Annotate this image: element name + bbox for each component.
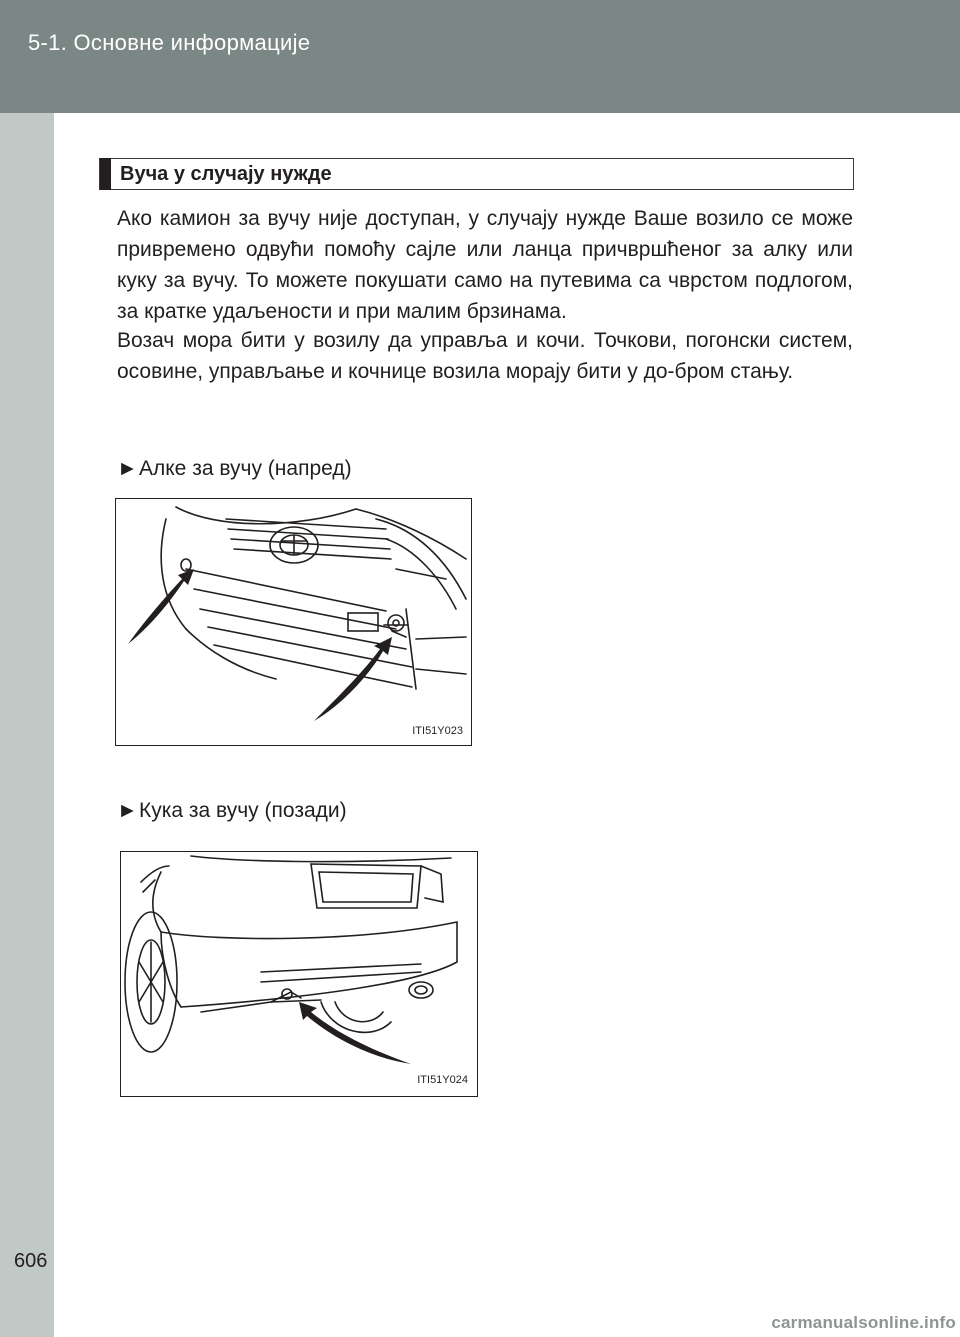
bullet-rear-hook	[117, 799, 347, 823]
section-title: Вуча у случају нужде	[120, 163, 332, 185]
bullet-label: Алке за вучу (напред)	[139, 457, 352, 480]
side-strip	[0, 113, 54, 1337]
figure-front-towing-eye	[115, 498, 472, 746]
section-heading	[99, 158, 854, 190]
bullet-front-eyes	[117, 457, 352, 481]
paragraph-towing-conditions: Ако камион за вучу није доступан, у случају нужде Ваше возило се може привремено одвући помоћу сајле или ланца причвршћеног за алку или куку за вучу. То можете покушати само на путевима са чврстом подлогом, за кратке удаљености и при малим брзинама.	[117, 207, 853, 323]
page-number: 606	[14, 1250, 48, 1272]
bullet-arrow-icon: ►	[117, 457, 138, 480]
section-marker	[100, 158, 111, 190]
watermark: carmanualsonline.info	[771, 1313, 956, 1332]
front-bumper-icon	[116, 499, 472, 746]
figure-code: ITI51Y023	[412, 725, 463, 737]
rear-bumper-icon	[121, 852, 478, 1097]
bullet-arrow-icon: ►	[117, 799, 138, 822]
header-band	[0, 0, 960, 113]
figure-code: ITI51Y024	[417, 1074, 468, 1086]
bullet-label: Кука за вучу (позади)	[139, 799, 347, 822]
chapter-title: 5-1. Основне информације	[28, 30, 311, 55]
paragraph-driver-requirements: Возач мора бити у возилу да управља и кочи. Точкови, погонски систем, осовине, управљање и кочнице возила морају бити у до-бром стању.	[117, 329, 853, 383]
figure-rear-towing-hook	[120, 851, 478, 1097]
